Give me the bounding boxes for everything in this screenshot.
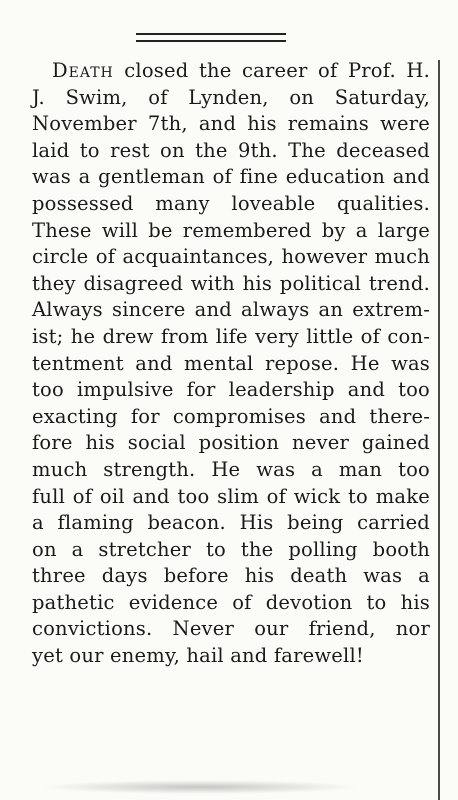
- print-smudge: [40, 780, 360, 794]
- column-rule: [438, 60, 440, 800]
- article-line: yet our enemy, hail and farewell!: [32, 644, 364, 668]
- article-line: tentment and mental repose. He was: [32, 351, 430, 375]
- obituary-article: [32, 58, 430, 670]
- article-line: was a gentleman of fine education and: [32, 165, 430, 189]
- article-line: fore his social position never gained: [32, 431, 430, 455]
- lead-word: Death: [52, 59, 114, 82]
- article-line: exacting for compromises and there-: [32, 404, 430, 428]
- article-line: on a stretcher to the polling booth: [32, 537, 430, 561]
- article-line: pathetic evidence of devotion to his: [32, 590, 430, 614]
- article-line: Always sincere and always an extrem-: [32, 298, 430, 322]
- article-line: J. Swim, of Lynden, on Saturday,: [32, 85, 430, 109]
- article-line: three days before his death was a: [32, 564, 430, 588]
- article-line: convictions. Never our friend, nor: [32, 617, 430, 641]
- article-line: laid to rest on the 9th. The deceased: [32, 138, 430, 162]
- article-line: These will be remembered by a large: [32, 218, 430, 242]
- header-rule-top: [136, 33, 286, 35]
- article-line: full of oil and too slim of wick to make: [32, 484, 430, 508]
- header-rule-bottom: [136, 40, 286, 42]
- article-line: possessed many loveable qualities.: [32, 191, 430, 215]
- article-line: circle of acquaintances, however much: [32, 245, 430, 269]
- article-line: a flaming beacon. His being carried: [32, 511, 430, 535]
- article-line: much strength. He was a man too: [32, 457, 430, 481]
- article-line: too impulsive for leadership and too: [32, 378, 430, 402]
- article-line: ist; he drew from life very little of con-: [32, 324, 430, 348]
- article-line: Death closed the career of Prof. H.: [52, 59, 430, 82]
- article-line: they disagreed with his political trend.: [32, 271, 430, 295]
- article-line: November 7th, and his remains were: [32, 112, 430, 136]
